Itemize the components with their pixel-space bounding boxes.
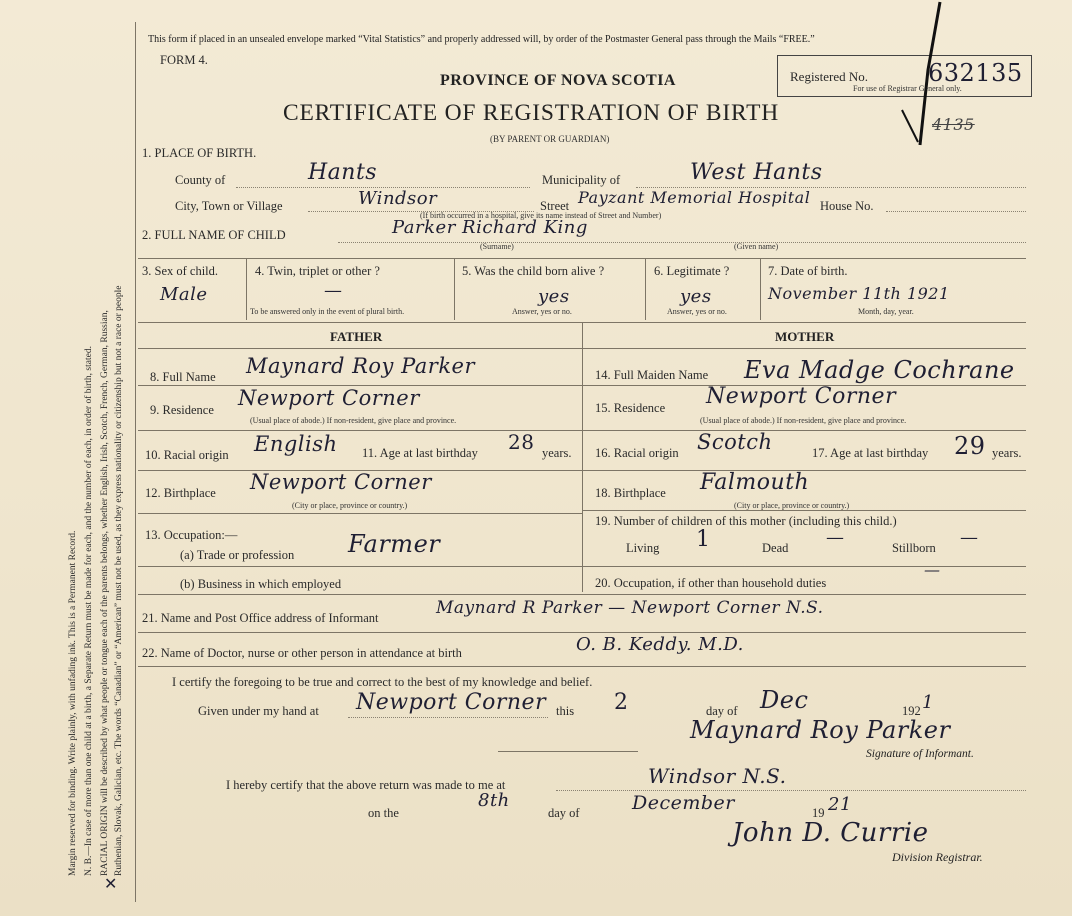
county-label: County of <box>175 173 226 187</box>
left-signature-line <box>498 751 638 752</box>
margin-note-binding: Margin reserved for binding. Write plainly, with unfading ink. This is a Permanent Record. <box>68 530 78 876</box>
father-residence-note: (Usual place of abode.) If non-resident, give place and province. <box>250 416 457 425</box>
father-age-label: 11. Age at last birthday <box>362 446 478 460</box>
registrar-day-of-label: day of <box>548 806 580 820</box>
margin-x-mark: ✕ <box>104 874 118 893</box>
mother-racial-label: 16. Racial origin <box>595 446 679 460</box>
given-month-value: Dec <box>760 686 809 714</box>
row-divider-top <box>138 258 1026 259</box>
mother-occupation-value: — <box>924 560 941 579</box>
informant-signature: Maynard Roy Parker <box>690 716 951 744</box>
father-birthplace-note: (City or place, province or country.) <box>292 501 408 510</box>
this-label: this <box>556 704 575 718</box>
twin-value: — <box>324 280 343 301</box>
division-registrar-label: Division Registrar. <box>892 850 983 864</box>
father-occupation-label: 13. Occupation:— <box>145 528 238 542</box>
born-alive-label: 5. Was the child born alive ? <box>462 264 605 278</box>
mother-residence-value: Newport Corner <box>706 384 897 409</box>
postal-notice: This form if placed in an unsealed envelope marked “Vital Statistics” and properly addressed will, by order of the Postmaster General pass through the Mails “FREE.” <box>148 34 815 45</box>
informant-label: 21. Name and Post Office address of Informant <box>142 611 379 625</box>
father-name-value: Maynard Roy Parker <box>246 354 476 378</box>
municipality-label: Municipality of <box>542 173 621 187</box>
mother-birthplace-note: (City or place, province or country.) <box>734 501 850 510</box>
mother-row-line <box>582 566 1026 567</box>
father-row-line <box>138 513 582 514</box>
house-no-line <box>886 211 1026 212</box>
mother-name-label: 14. Full Maiden Name <box>595 368 709 382</box>
mother-name-value: Eva Madge Cochrane <box>744 356 1015 384</box>
father-name-label: 8. Full Name <box>150 370 216 384</box>
father-heading: FATHER <box>330 329 383 344</box>
given-year-suffix: 1 <box>922 692 934 713</box>
margin-note-racial-origin-cont: Ruthenian, Slovak, Galician, etc. The words “Canadian” or “American” must not be used, as they express nationality or citizenship but not a race or people <box>114 285 124 876</box>
registrar-year-prefix: 19 <box>812 806 825 820</box>
mother-racial-value: Scotch <box>697 430 773 454</box>
given-day-of-label: day of <box>706 704 738 718</box>
mother-age-label: 17. Age at last birthday <box>812 446 929 460</box>
parents-center-divider <box>582 322 583 592</box>
given-day-value: 2 <box>614 690 629 715</box>
sex-label: 3. Sex of child. <box>142 264 219 278</box>
certification-divider <box>138 666 1026 667</box>
child-name-label: 2. FULL NAME OF CHILD <box>142 228 286 242</box>
registrar-place-value: Windsor N.S. <box>648 764 787 788</box>
living-label: Living <box>626 541 660 555</box>
child-name-line <box>338 242 1026 243</box>
province-heading: PROVINCE OF NOVA SCOTIA <box>440 72 676 89</box>
born-alive-value: yes <box>538 286 570 307</box>
mother-years-label: years. <box>992 446 1022 460</box>
mother-occupation-label: 20. Occupation, if other than household duties <box>595 576 827 590</box>
certification-text: I certify the foregoing to be true and correct to the best of my knowledge and belief. <box>172 675 593 689</box>
on-the-label: on the <box>368 806 399 820</box>
registered-number: 632135 <box>928 59 1023 87</box>
doctor-value: O. B. Keddy. M.D. <box>576 634 744 655</box>
city-value: Windsor <box>358 188 438 209</box>
margin-note-racial-origin: RACIAL ORIGIN will be described by what people or tongue each of the parents belongs, whether English, Irish, Scotch, French, German, Russian, <box>100 310 110 876</box>
father-birthplace-label: 12. Birthplace <box>145 486 216 500</box>
city-label: City, Town or Village <box>175 199 283 213</box>
mother-birthplace-value: Falmouth <box>700 470 810 495</box>
mother-age-value: 29 <box>954 432 986 460</box>
legitimate-label: 6. Legitimate ? <box>654 264 730 278</box>
mother-heading: MOTHER <box>775 329 835 344</box>
father-trade-label: (a) Trade or profession <box>180 548 295 562</box>
doctor-divider <box>138 632 1026 633</box>
father-age-value: 28 <box>508 430 535 454</box>
birth-date-label: 7. Date of birth. <box>768 264 848 278</box>
registered-no-label: Registered No. <box>790 69 868 84</box>
registrar-signature: John D. Currie <box>732 818 929 848</box>
certificate-title: CERTIFICATE OF REGISTRATION OF BIRTH <box>283 100 779 126</box>
mother-row-line <box>582 430 1026 431</box>
registrar-month-value: December <box>632 792 735 814</box>
father-row-line <box>138 566 582 567</box>
margin-note-multiple-births: N. B.—In case of more than one child at a birth, a Separate Return must be made for each, and the number of each, in order of birth, stated. <box>84 346 94 876</box>
registrar-year-suffix: 21 <box>828 794 852 815</box>
father-racial-value: English <box>254 432 338 456</box>
hospital-note: (If birth occurred in a hospital, give its name instead of Street and Number) <box>420 211 662 220</box>
given-year-prefix: 192 <box>902 704 921 718</box>
col-divider <box>246 258 247 320</box>
mother-residence-label: 15. Residence <box>595 401 666 415</box>
registrar-check-mark <box>898 0 948 150</box>
legitimate-note: Answer, yes or no. <box>667 307 727 316</box>
father-business-label: (b) Business in which employed <box>180 577 342 591</box>
registrar-use-note: For use of Registrar General only. <box>853 84 962 93</box>
form-number: FORM 4. <box>160 53 208 67</box>
street-label: Street <box>540 199 570 213</box>
father-birthplace-value: Newport Corner <box>250 470 432 494</box>
stillborn-value: — <box>960 527 979 548</box>
surname-label: (Surname) <box>480 242 514 251</box>
municipality-value: West Hants <box>690 160 823 185</box>
living-value: 1 <box>696 527 711 552</box>
place-of-birth-heading: 1. PLACE OF BIRTH. <box>142 146 257 160</box>
given-place-value: Newport Corner <box>356 690 547 715</box>
doctor-label: 22. Name of Doctor, nurse or other person in attendance at birth <box>142 646 462 660</box>
twin-note: To be answered only in the event of plural birth. <box>250 307 405 316</box>
street-value: Payzant Memorial Hospital <box>578 188 811 207</box>
mother-row-line <box>582 510 1026 511</box>
twin-label: 4. Twin, triplet or other ? <box>255 264 380 278</box>
registrar-day-value: 8th <box>478 790 510 811</box>
registrar-statement: I hereby certify that the above return was made to me at <box>226 778 506 792</box>
given-place-line <box>348 717 548 718</box>
county-value: Hants <box>308 160 378 185</box>
father-residence-value: Newport Corner <box>238 386 420 410</box>
col-divider <box>760 258 761 320</box>
father-years-label: years. <box>542 446 572 460</box>
birth-date-note: Month, day, year. <box>858 307 914 316</box>
child-name-value: Parker Richard King <box>392 217 588 238</box>
mother-residence-note: (Usual place of abode.) If non-resident, give place and province. <box>700 416 907 425</box>
dead-value: — <box>826 527 845 548</box>
secondary-number: 4135 <box>932 115 975 134</box>
given-under-label: Given under my hand at <box>198 704 319 718</box>
legitimate-value: yes <box>680 286 712 307</box>
informant-divider <box>138 594 1026 595</box>
col-divider <box>454 258 455 320</box>
children-count-label: 19. Number of children of this mother (including this child.) <box>595 514 897 528</box>
col-divider <box>645 258 646 320</box>
given-name-label: (Given name) <box>734 242 779 251</box>
father-racial-label: 10. Racial origin <box>145 448 229 462</box>
born-alive-note: Answer, yes or no. <box>512 307 572 316</box>
father-residence-label: 9. Residence <box>150 403 214 417</box>
sex-value: Male <box>160 284 208 305</box>
mother-birthplace-label: 18. Birthplace <box>595 486 666 500</box>
stillborn-label: Stillborn <box>892 541 936 555</box>
informant-value: Maynard R Parker — Newport Corner N.S. <box>436 598 824 618</box>
birth-date-value: November 11th 1921 <box>768 284 950 303</box>
margin-border <box>135 22 136 902</box>
parents-heading-divider <box>138 348 1026 349</box>
father-trade-value: Farmer <box>348 530 441 558</box>
dead-label: Dead <box>762 541 789 555</box>
registrar-place-line <box>556 790 1026 791</box>
certificate-subtitle: (BY PARENT OR GUARDIAN) <box>490 134 610 144</box>
house-no-label: House No. <box>820 199 874 213</box>
signature-label: Signature of Informant. <box>866 748 974 760</box>
